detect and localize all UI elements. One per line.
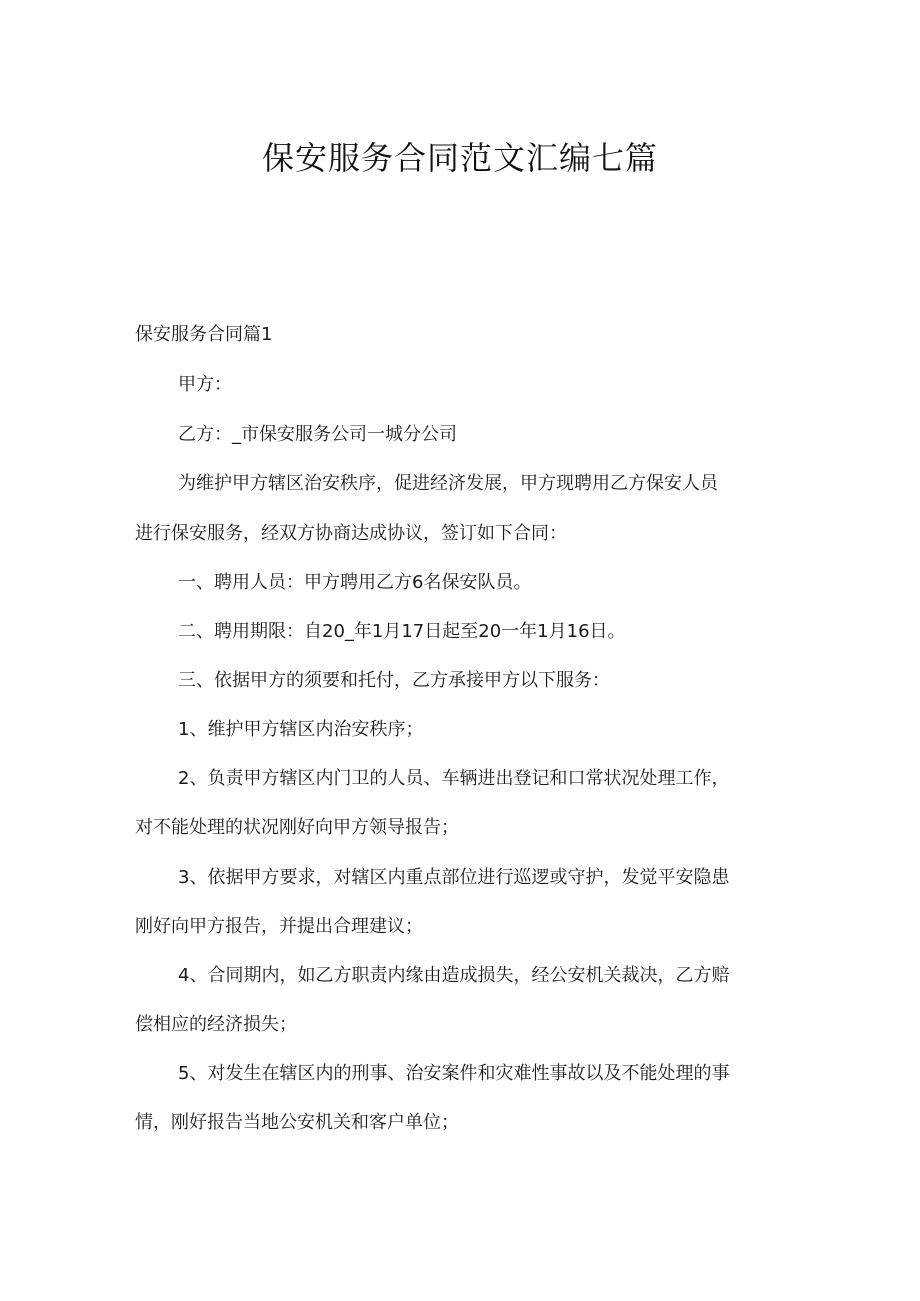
document-title: 保安服务合同范文汇编七篇 [261,139,658,177]
clause-3: 三、依据甲方的须要和托付，乙方承接甲方以下服务： [178,670,610,691]
clause-1: 一、聘用人员：甲方聘用乙方6名保安队员。 [178,572,532,593]
item-3-line-1: 3、依据甲方要求，对辖区内重点部位进行巡逻或守护，发觉平安隐患 [178,867,730,888]
clause-2: 二、聘用期限：自20_年1月17日起至20一年1月16日。 [178,621,626,642]
section-heading: 保安服务合同篇1 [135,324,273,345]
item-2-line-2: 对不能处理的状况刚好向甲方领导报告； [135,817,459,838]
item-3-line-2: 刚好向甲方报告，并提出合理建议； [135,916,423,937]
intro-paragraph-line-1: 为维护甲方辖区治安秩序，促进经济发展，甲方现聘用乙方保安人员 [178,473,718,494]
item-1: 1、维护甲方辖区内治安秩序； [178,719,424,740]
item-4-line-1: 4、合同期内，如乙方职责内缘由造成损失，经公安机关裁决，乙方赔 [178,965,730,986]
intro-paragraph-line-2: 进行保安服务，经双方协商达成协议，签订如下合同： [135,523,567,544]
item-2-line-1: 2、负责甲方辖区内门卫的人员、车辆进出登记和口常状况处理工作， [178,768,730,789]
item-4-line-2: 偿相应的经济损失； [135,1014,297,1035]
party-b-line: 乙方：_市保安服务公司一城分公司 [178,424,457,445]
item-5-line-2: 情，刚好报告当地公安机关和客户单位； [135,1112,459,1133]
item-5-line-1: 5、对发生在辖区内的刑事、治安案件和灾难性事故以及不能处理的事 [178,1063,730,1084]
party-a-line: 甲方： [178,374,232,395]
